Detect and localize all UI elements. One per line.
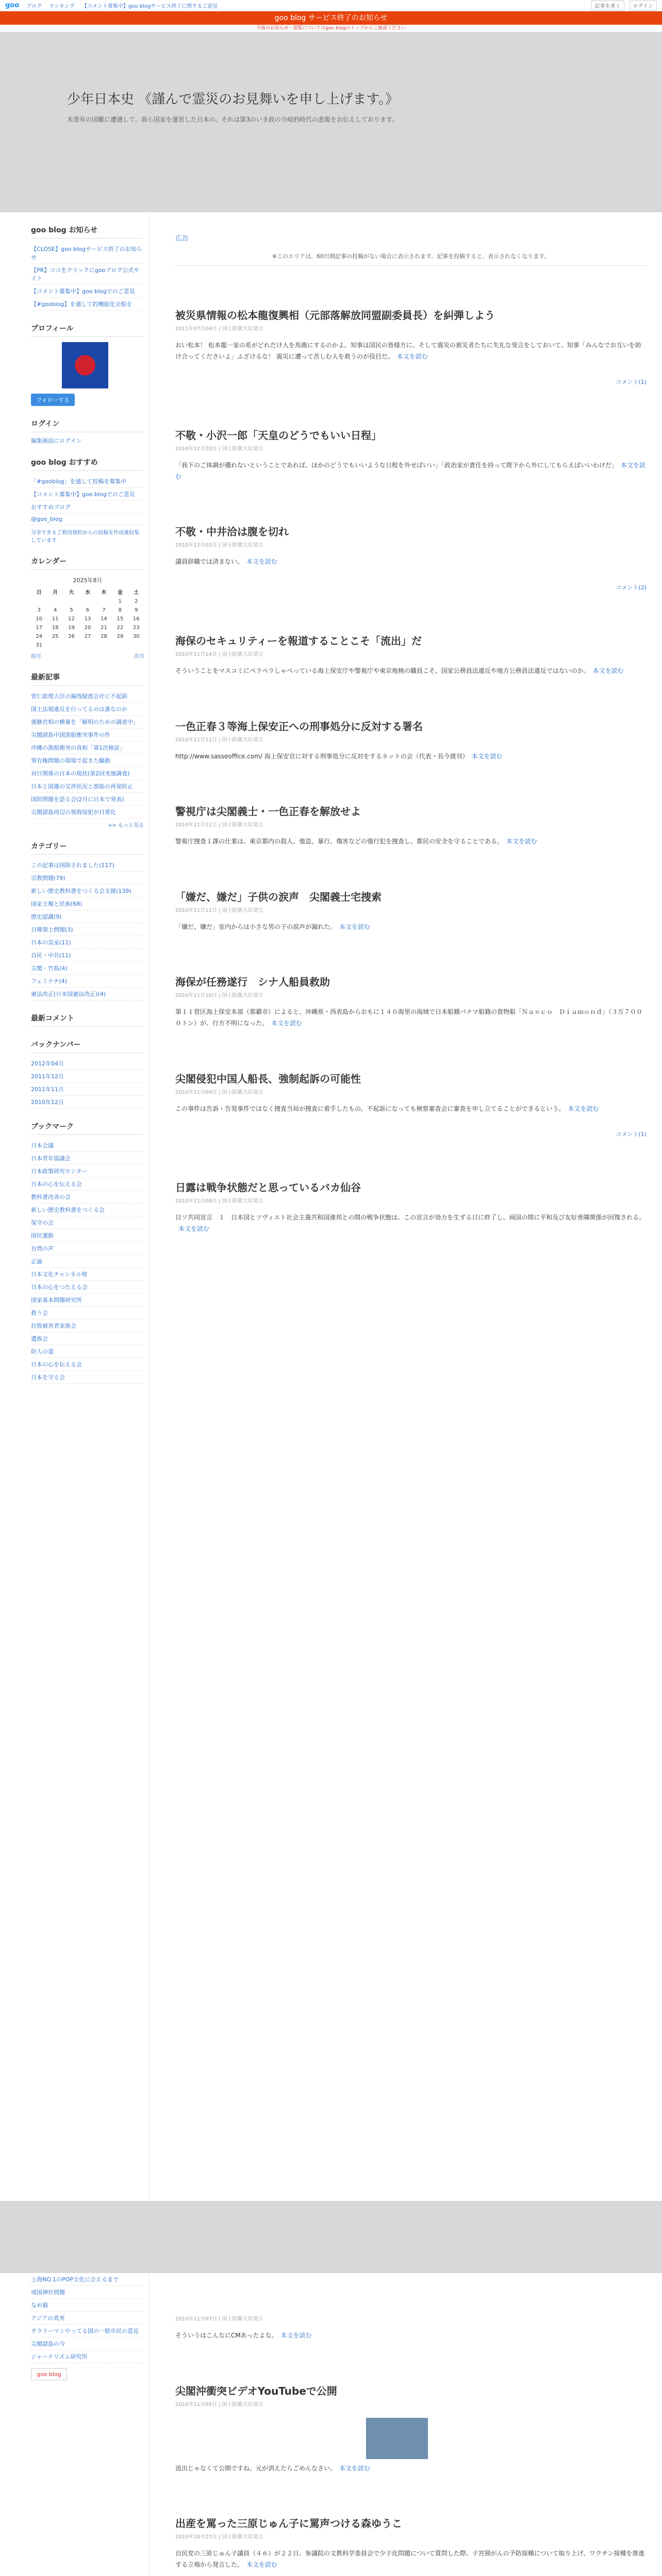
bookmark-link[interactable]: 教科書改善の会 [31,1191,144,1204]
category-link[interactable]: 日韓領土問題(3) [31,923,144,936]
comments-title: 最新コメント [31,1013,144,1027]
entry-text: 警視庁捜査１課の仕業は、東京都内の殺人、強盗、暴行、傷害などの強行犯を捜査し、都民の安全を守ることである。 [175,838,504,845]
ad-label: 広告 [175,235,189,243]
notice-item[interactable]: 【PR】ココをクリックにgooブログ公式サイト [31,264,144,285]
calendar-day: 10 [36,616,43,622]
entry-text: 「嫌だ、嫌だ」室内からは小さな男の子の涙声が漏れた。 [175,923,337,930]
calendar-day: 23 [133,625,140,631]
calendar-day: 26 [68,634,75,639]
service-end-subnotice: 今後のお知らせ・閲覧についてはgoo blogのトップからご確認ください [0,25,662,32]
write-article-button[interactable]: 記事を書く [591,1,624,10]
ad-text: ※このエリアは、60日間記事の投稿がない場合に表示されます。記事を投稿すると、表示されなくなります。 [272,253,550,260]
calendar [31,574,144,650]
top-bar [0,0,662,11]
read-more-link[interactable]: 本文を読む [568,1105,599,1112]
more-link[interactable]: >> もっと見る [108,823,144,828]
recent-article-link[interactable]: 尖閣諸島中国漁船衝突事件の件 [31,728,144,741]
login-box [31,418,144,445]
recent-article-link[interactable]: 国土法規違反を行ってるのは誰なのか [31,703,144,716]
entry-body [175,2463,647,2475]
entry-title[interactable]: 一色正春３等海上保安正への刑事処分に反対する署名 [175,720,423,733]
recommend-note: 分享できるご利用規約からの投稿を作成後収集しています [31,530,139,544]
entry-title[interactable]: 尖閣沖衝突ビデオYouTubeで公開 [175,2384,337,2397]
bookmark-link[interactable]: 正論 [31,1255,144,1268]
bookmark-link[interactable]: 拉致被害者家族会 [31,1319,144,1332]
login-button[interactable]: ログイン [630,1,657,10]
bookmark-link[interactable]: 日本政策研究センター [31,1165,144,1178]
read-more-link[interactable]: 本文を読む [246,558,278,566]
calendar-day: 20 [84,625,91,631]
read-more-link[interactable]: 本文を読む [175,462,646,480]
service-end-notice[interactable]: goo blog サービス終了のお知らせ [0,11,662,25]
entry-date: 2010年11月08日 | 国土防衛大臣発言 [175,1198,263,1205]
calendar-next[interactable]: 次月 [134,654,144,659]
entry-title[interactable]: 不敬・中井洽は腹を切れ [175,526,289,538]
calendar-day: 13 [84,616,91,622]
blog-entry [175,2515,647,2570]
entry-body [175,340,647,362]
entry-date: 2010年11月10日 | 国土防衛大臣発言 [175,993,263,999]
blog-entry [175,1071,647,1139]
category-link[interactable]: 尖閣・竹島(4) [31,962,144,975]
recent-article-link[interactable]: 対日関係の日本の現状(第2回実施調査) [31,767,144,780]
entry-date: 2010年10月27日 | 国土防衛大臣発言 [175,2534,263,2540]
backnumber-link[interactable]: 2011年11月 [31,1083,144,1096]
recent-article-link[interactable]: 後継首相の横暴を「解明のための調査中」 [31,716,144,728]
topbar-link-ranking[interactable]: ランキング [49,4,75,9]
entry-photo[interactable] [366,2418,428,2459]
read-more-link[interactable]: 本文を読む [178,1225,210,1232]
entry-date: 2010年11月05日 | 国土防衛大臣発言 [175,2401,263,2408]
entry-title[interactable]: 被災県情報の松本龍復興相（元部落解放同盟副委員長）を糾弾しよう [175,309,495,321]
bookmark-link[interactable]: 新しい歴史教科書をつくる会 [31,1204,144,1216]
entry-body [175,666,647,677]
entry-text: そういうはこんなにCMあったよな。 [175,2332,278,2339]
entry-body [175,1212,647,1234]
follow-button[interactable]: フォローする [31,394,75,406]
entry-date: 2010年11月11日 | 国土防衛大臣発言 [175,737,263,743]
category-link[interactable]: フェミナチ(4) [31,975,144,988]
calendar-day [63,597,79,606]
read-more-link[interactable]: 本文を読む [592,667,624,674]
entry-text: この事件は告訴・告発事件ではなく捜査当局が捜査に着手したもの。不起訴になっても検察審査会に審査を申し立てることができるという。 [175,1105,565,1112]
profile-title: プロフィール [31,323,144,337]
calendar-day: 21 [101,625,107,631]
bookmark-link[interactable]: サラリーマンやってる国の一般市民の意見 [31,2325,144,2337]
read-more-link[interactable]: 本文を読む [271,1019,303,1027]
read-more-link[interactable]: 本文を読む [280,2332,312,2339]
profile-box [31,323,144,406]
recent-article-link[interactable]: 領有権問題の現場で起きた騒動 [31,754,144,767]
entry-date: 2010年11月11日 | 国土防衛大臣発言 [175,907,263,913]
cal-head: 水 [85,590,90,596]
bookmark-link[interactable]: 国民運動 [31,1229,144,1242]
blog-title[interactable]: 少年日本史 《謹んで霊災のお見舞いを申し上げます。》 [67,92,399,107]
entry-title[interactable]: 海保が任務遂行 シナ人船員救助 [175,976,330,989]
entry-text: 「我下のご体調が優れないということであれば、ほかのどうでもいいような日程を外せばいい」「政治家が責任を持って陛下から外にしてもらえばいいわけだ」 [175,462,618,469]
calendar-day [96,597,112,606]
blog-entry [175,523,647,591]
entry-text: そういうことをマスコミにペラペラしゃべっている海上保安庁や警視庁や東京地検の職員こそ、国家公務員法違反や地方公務員法違反ではないのか。 [175,667,590,674]
recommend-item[interactable]: 【コメント募集中】goo blogでのご意見 [31,488,144,501]
goo-blog-banner[interactable]: goo blog [31,2368,67,2380]
bookmark-link[interactable]: 救う会 [31,1307,144,1319]
login-title: ログイン [31,418,144,432]
calendar-day [47,641,63,650]
calendar-day [63,641,79,650]
blog-entry [175,633,647,677]
calendar-day [79,597,95,606]
calendar-day: 24 [36,634,43,639]
calendar-day: 25 [52,634,59,639]
entry-body [175,2548,647,2570]
category-link[interactable]: 宗教問題(79) [31,872,144,885]
recommend-title: goo blog おすすめ [31,457,144,471]
calendar-day: 4 [53,607,57,613]
calendar-day: 3 [37,607,41,613]
entry-text: 自民党の三原じゅん子議員（４６）が２２日、参議院の文教科学委員会で少子化問題について質問した際、子宮頸がんの予防接種について取り上げ、ワクチン接種を推進する立場から発言した。 [175,2550,645,2568]
bookmark-link[interactable]: 日本の心を伝える会 [31,1358,144,1371]
bookmark-link[interactable]: 日本を守る会 [31,1371,144,1384]
entry-body [175,922,647,933]
recent-title: 最新記事 [31,672,144,686]
topbar-link-blog[interactable]: ブログ [26,4,42,9]
calendar-day: 1 [118,599,122,604]
notice-item[interactable]: 【CLOSE】goo blogサービス終了のお知らせ [31,243,144,264]
section-gap [0,2201,662,2273]
entry-body [175,1104,647,1115]
category-link[interactable]: 新しい歴史教科書をつくる会支援(139) [31,885,144,897]
entry-text: 日ソ共同宣言 １ 日本国とソヴィエト社会主義共和国連邦との間の戦争状態は、この宣言が効力を生ずる日に終了し、両国の間に平和及び友好善隣関係が回復される。 [175,1214,646,1222]
goo-logo[interactable]: goo [5,2,20,9]
sidebar [0,212,150,2201]
calendar-day: 14 [101,616,107,622]
profile-avatar[interactable] [62,342,108,388]
notice-item[interactable]: 【#gooblog】を通して的機能化全般を [31,298,144,311]
category-link[interactable]: 国家主権と民族(68) [31,897,144,910]
entry-text: 第１１管区海上保安本部（那覇市）によると、沖縄県・西表島からおもに１４０海里の海域で日本船籍パナマ船籍の貨物船「Ｎａｓｃｏ Ｄｉａｍｏｎｄ」（３万７０００トン）が、行方不明になった。 [175,1008,643,1027]
calendar-day: 29 [117,634,124,639]
entry-body [175,556,647,568]
cal-head: 木 [101,590,107,596]
sidebar-2 [0,2273,150,2576]
backnumber-title: バックナンバー [31,1039,144,1053]
read-more-link[interactable]: 本文を読む [506,838,538,845]
blog-entry [175,1179,647,1234]
entry-title[interactable]: 日露は戦争状態だと思っているバカ仙谷 [175,1181,361,1194]
backnumber-link[interactable]: 2010年12月 [31,1096,144,1109]
bookmark-link[interactable]: 防人の道 [31,1345,144,1358]
entry-body [175,751,647,762]
comment-link[interactable]: コメント(1) [616,1131,647,1138]
calendar-day [128,641,144,650]
calendar-title: カレンダー [31,556,144,570]
notices-box [31,225,144,311]
cal-head: 金 [117,590,123,596]
recommend-box [31,457,144,544]
notice-item[interactable]: 【コメント募集中】goo blogでのご意見 [31,285,144,298]
entry-date: 2010年11月11日 | 国土防衛大臣発言 [175,822,263,828]
bookmark-link[interactable]: 日本会議 [31,1139,144,1152]
entry-text: おい松本！ 松本龍一家の系がどれだけ人を馬鹿にするのかよ。知事は国民の皆様方に、そして震災の被災者たちに失礼な発言をしておいて、知事「みんなでお互いを助け合ってくださいよ」ふざけるな！ 震災に遭って苦しむ人を救うのが役目だ。 [175,342,641,360]
bookmark-link[interactable]: なめ猫 [31,2299,144,2312]
entry-title[interactable]: 海保のセキュリティーを報道することこそ「流出」だ [175,634,422,647]
backnumber-link[interactable]: 2011年12月 [31,1070,144,1083]
bookmark-title: ブックマーク [31,1121,144,1135]
main-content-2 [150,2273,662,2576]
entry-body [175,836,647,848]
comment-link[interactable]: コメント(1) [616,379,647,386]
blog-entry [175,307,647,386]
read-more-link[interactable]: 本文を読む [246,2561,278,2568]
bookmark-link[interactable]: 遺族会 [31,1332,144,1345]
calendar-day: 19 [68,625,75,631]
calendar-day: 5 [70,607,73,613]
calendar-day [96,641,112,650]
calendar-box [31,556,144,659]
topbar-link-comment[interactable]: 【コメント募集中】goo blogサービス終了に関するご意見 [81,4,218,9]
blog-entry [175,718,647,762]
entry-date: 2010年12月02日 | 国土防衛大臣発言 [175,543,263,549]
bookmark-link[interactable]: 日本の心をつたえる会 [31,1281,144,1294]
recent-article-link[interactable]: 日本と国連の交渉状況と漁船の再発防止 [31,780,144,793]
content-area-2 [0,2273,662,2576]
notices-title: goo blog お知らせ [31,225,144,239]
recommend-item[interactable]: @goo_blog [31,514,144,525]
calendar-day: 15 [117,616,124,622]
cal-head: 土 [134,590,139,596]
blog-entry [175,889,647,933]
entry-date: 2010年11月14日 | 国土防衛大臣発言 [175,651,263,657]
calendar-day [79,641,95,650]
read-more-link[interactable]: 本文を読む [339,923,371,930]
read-more-link[interactable]: 本文を読む [396,352,428,360]
recent-article-link[interactable]: 国防問題を語る会(2月に日本で発表) [31,793,144,806]
bookmark-link[interactable]: ジャーナリズム研究所 [31,2350,144,2363]
bookmark-link[interactable]: 上海NO.1のPOP文化に会えるまで [31,2273,144,2286]
bookmark-link[interactable]: 日本の心を伝える会 [31,1178,144,1191]
calendar-day: 28 [101,634,107,639]
category-link[interactable]: この記事は削除されました(117) [31,859,144,872]
calendar-day: 8 [118,607,122,613]
blog-entry [175,2314,647,2342]
recommend-item[interactable]: おすすめブログ [31,501,144,514]
entry-body [175,2330,647,2342]
calendar-day [112,641,128,650]
recent-box [31,672,144,828]
category-link[interactable]: 歴史認識(9) [31,910,144,923]
cal-head: 月 [53,590,58,596]
login-link[interactable]: 編集画面にログイン [31,437,82,444]
blog-entry [175,803,647,848]
category-link[interactable]: 憲法改正(日本国憲法改正)(4) [31,988,144,1001]
entry-date: 2011年07月04日 | 国土防衛大臣発言 [175,326,263,332]
cal-head: 日 [36,590,42,596]
recent-article-link[interactable]: 菅仁総理大臣の漏洩疑惑会社に不起訴 [31,690,144,703]
category-box [31,841,144,1001]
calendar-day: 12 [68,616,75,622]
calendar-day: 22 [117,625,124,631]
content-area [0,212,662,2201]
backnumber-link[interactable]: 2012年04月 [31,1057,144,1070]
entry-title[interactable]: 警視庁は尖閣義士・一色正春を解放せよ [175,805,361,818]
entry-body [175,1007,647,1029]
calendar-day: 7 [102,607,106,613]
recent-article-link[interactable]: 沖縄の漁船衝突の真相「第1次検証」 [31,741,144,754]
bookmark-link[interactable]: 保守の会 [31,1216,144,1229]
backnumber-box [31,1039,144,1109]
bookmark-link[interactable]: アジアの真実 [31,2312,144,2325]
calendar-day: 30 [133,634,140,639]
calendar-caption: 2025年8月 [73,577,103,584]
comments-box [31,1013,144,1027]
bookmark-link[interactable]: 台湾の声 [31,1242,144,1255]
bookmark-box [31,1121,144,1384]
blog-entry [175,974,647,1029]
blog-header [0,32,662,212]
calendar-day: 27 [84,634,91,639]
recent-article-link[interactable]: 尖閣諸島周辺の領海侵犯が日常化 [31,806,144,819]
entry-title[interactable]: 尖閣侵犯中国人船長、強制起訴の可能性 [175,1072,361,1085]
entry-text: 議員辞職では済まない。 [175,558,244,566]
calendar-day [31,597,47,606]
calendar-day: 6 [86,607,90,613]
category-link[interactable]: 自民・中共(11) [31,949,144,962]
calendar-day [47,597,63,606]
entry-date: 2010年11月07日 | 国土防衛大臣発言 [175,2316,263,2322]
entry-text: 流出じゃなくて公開ですね。元が消えたらごめんなさい。 [175,2464,337,2472]
calendar-day: 9 [135,607,138,613]
calendar-day: 18 [52,625,59,631]
bookmark-link[interactable]: 日本文化チャンネル桜 [31,1268,144,1281]
bookmark-link[interactable]: 靖国神社問題 [31,2286,144,2299]
entry-title[interactable]: 不敬・小沢一郎「天皇のどうでもいい日程」 [175,429,382,442]
calendar-prev[interactable]: 前月 [31,654,41,659]
comment-link[interactable]: コメント(2) [616,584,647,591]
category-link[interactable]: 日本の皇室(11) [31,936,144,949]
blog-entry [175,427,647,482]
calendar-day: 16 [133,616,140,622]
blog-description: 未曽有の国難に遭遇して、我ら国家を運営した日本の、それは第3のいま政の分岐的時代の悲報をお伝えしております。 [67,116,398,123]
read-more-link[interactable]: 本文を読む [339,2464,371,2472]
recommend-item[interactable]: 「#gooblog」を通して投稿を募集中 [31,475,144,488]
calendar-day: 31 [36,642,43,648]
bookmark-link[interactable]: 尖閣諸島の今 [31,2337,144,2350]
blog-entry [175,2383,647,2475]
calendar-day: 17 [36,625,43,631]
category-title: カテゴリー [31,841,144,855]
cal-head: 火 [69,590,74,596]
main-content [150,212,662,2201]
entry-body [175,460,647,482]
entry-date: 2010年12月20日 | 国土防衛大臣発言 [175,446,263,452]
ad-area [175,233,647,266]
entry-date: 2010年11月09日 | 国土防衛大臣発言 [175,1089,263,1095]
entry-text: http://www.sasseoffice.com/ 海上保安官に対する刑事処分に反対をするネットの会（代表・長今渡刊） [175,752,469,760]
read-more-link[interactable]: 本文を読む [471,752,503,760]
entry-title[interactable]: 「嫌だ、嫌だ」子供の涙声 尖閣義士宅捜索 [175,890,382,903]
calendar-day: 11 [52,616,59,622]
bookmark-link[interactable]: 国家基本問題研究所 [31,1294,144,1307]
entry-title[interactable]: 出産を罵った三原じゅん子に罵声つける森ゆうこ [175,2517,402,2530]
calendar-day: 2 [135,599,138,604]
bookmark-link[interactable]: 日本青年協議会 [31,1152,144,1165]
